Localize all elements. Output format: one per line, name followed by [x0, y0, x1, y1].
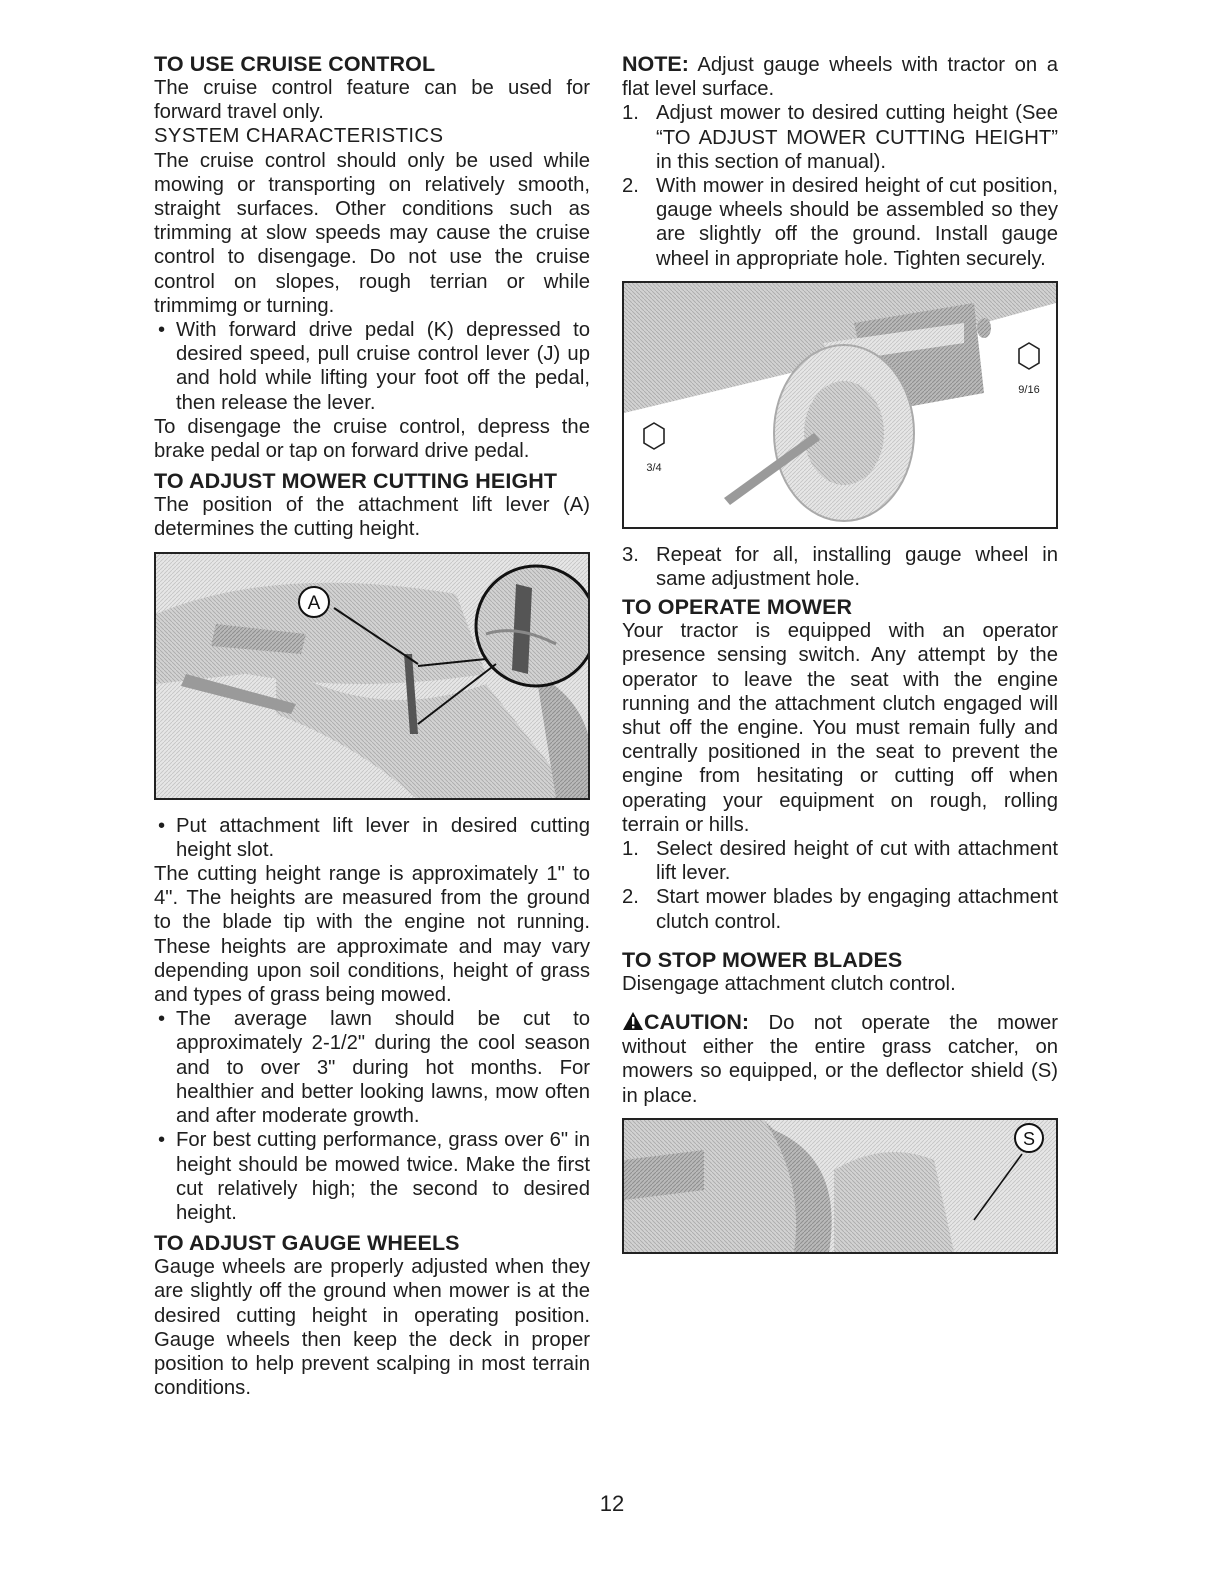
note-text: Adjust gauge wheels with tractor on a flat level surface. — [622, 54, 1059, 101]
cruise-bullet-text: With forward drive pedal (K) depressed to desired speed, pull cruise control lever (J) up and hold while lifting your foot off the pedal, then release the lever. — [176, 319, 590, 414]
step-number: 1. — [622, 102, 639, 125]
heading-stop-blades: TO STOP MOWER BLADES — [622, 947, 903, 972]
cutting-bullet-1 — [154, 814, 590, 862]
step-number: 2. — [622, 886, 639, 909]
cutting-height-intro: The position of the attachment lift lever (A) determines the cutting height. — [154, 494, 590, 541]
note — [622, 52, 1058, 101]
deflector-shield-figure — [622, 1118, 1058, 1254]
caution-paragraph — [622, 1010, 1058, 1108]
cruise-body: The cruise control should only be used while mowing or transporting on relatively smooth, straight surfaces. Other conditions such as trimming at slow speeds may cause the cruise control to disengage. Do not use the cruise control on slopes, rough terrian or while trimmimg or turning. — [154, 149, 590, 317]
step-text: Select desired height of cut with attachment lift lever. — [656, 838, 1058, 885]
step-number: 2. — [622, 175, 639, 198]
step-number: 3. — [622, 543, 639, 566]
note-label: NOTE: — [622, 52, 689, 76]
cruise-intro: The cruise control feature can be used for forward travel only. — [154, 77, 590, 124]
system-characteristics-subheading: SYSTEM CHARACTERISTICS — [154, 125, 444, 148]
heading-gauge-wheels: TO ADJUST GAUGE WHEELS — [154, 1231, 460, 1256]
operate-body: Your tractor is equipped with an operator presence sensing switch. Any attempt by the operator to leave the seat with the engine running and the attachment clutch engaged will shut off the engine. You must remain fully and centrally positioned in the seat to prevent the engine from hesitating or cutting off when operating your equipment on rough, rolling terrain or hills. — [622, 620, 1058, 836]
cruise-bullet — [154, 318, 590, 415]
wrench-size-large: 9/16 — [1018, 383, 1040, 396]
lift-lever-figure — [154, 552, 590, 800]
cutting-bullet-3 — [154, 1128, 590, 1225]
callout-a: A — [307, 592, 321, 614]
wrench-size-small: 3/4 — [646, 461, 662, 474]
cutting-bullet-2-text: The average lawn should be cut to approximately 2-1/2" during the cool season and to over 3" during hot months. For healthier and better looking lawns, mow often and after moderate growth. — [176, 1008, 590, 1128]
cutting-range: The cutting height range is approximately 1" to 4". The heights are measured from the ground to the blade tip with the engine not running. These heights are approximate and may vary depending upon soil conditions, height of grass and types of grass being mowed. — [154, 863, 590, 1007]
gauge-step-3 — [622, 543, 1058, 591]
heading-cruise-control: TO USE CRUISE CONTROL — [154, 52, 436, 76]
step-number: 1. — [622, 838, 639, 861]
step-text: With mower in desired height of cut position, gauge wheels should be assembled so they are slightly off the ground. Install gauge wheel in appropriate hole. Tighten securely. — [656, 175, 1058, 270]
cutting-bullet-1-text: Put attachment lift lever in desired cutting height slot. — [176, 814, 590, 861]
step-text: Adjust mower to desired cutting height (See “TO ADJUST MOWER CUTTING HEIGHT” in this section of manual). — [656, 102, 1058, 173]
right-column — [622, 52, 1058, 1254]
bullet-mark: • — [158, 1008, 166, 1031]
caution-label: CAUTION: — [644, 1010, 750, 1035]
bullet-mark: • — [158, 814, 166, 837]
operate-step-1 — [622, 837, 1058, 885]
page-number: 12 — [599, 1491, 625, 1516]
warning-triangle-icon — [622, 1011, 644, 1031]
cutting-bullet-3-text: For best cutting performance, grass over 6" in height should be mowed twice. Make the first cut relatively high; the second to desired height. — [176, 1129, 590, 1224]
stop-body: Disengage attachment clutch control. — [622, 972, 956, 995]
operate-step-2 — [622, 885, 1058, 933]
gauge-step-2 — [622, 174, 1058, 271]
gauge-wheels-body: Gauge wheels are properly adjusted when they are slightly off the ground when mower is at the desired cutting height in operating position. Gauge wheels then keep the deck in proper position to help prevent scalping in most terrain conditions. — [154, 1256, 590, 1400]
gauge-step-1 — [622, 101, 1058, 174]
left-column — [154, 52, 590, 1400]
cutting-bullet-2 — [154, 1007, 590, 1128]
cruise-disengage: To disengage the cruise control, depress the brake pedal or tap on forward drive pedal. — [154, 415, 590, 463]
callout-s: S — [1022, 1128, 1036, 1149]
heading-cutting-height: TO ADJUST MOWER CUTTING HEIGHT — [154, 469, 558, 494]
caution-text: Do not operate the mower without either the entire grass catcher, on mowers so equipped, or the deflector shield (S) in place. — [622, 1012, 1058, 1107]
bullet-mark: • — [158, 319, 166, 342]
step-text: Start mower blades by engaging attachment clutch control. — [656, 886, 1058, 933]
step-text: Repeat for all, installing gauge wheel in same adjustment hole. — [656, 543, 1058, 591]
heading-operate-mower: TO OPERATE MOWER — [622, 595, 853, 620]
gauge-wheel-figure — [622, 281, 1058, 529]
bullet-mark: • — [158, 1129, 166, 1152]
